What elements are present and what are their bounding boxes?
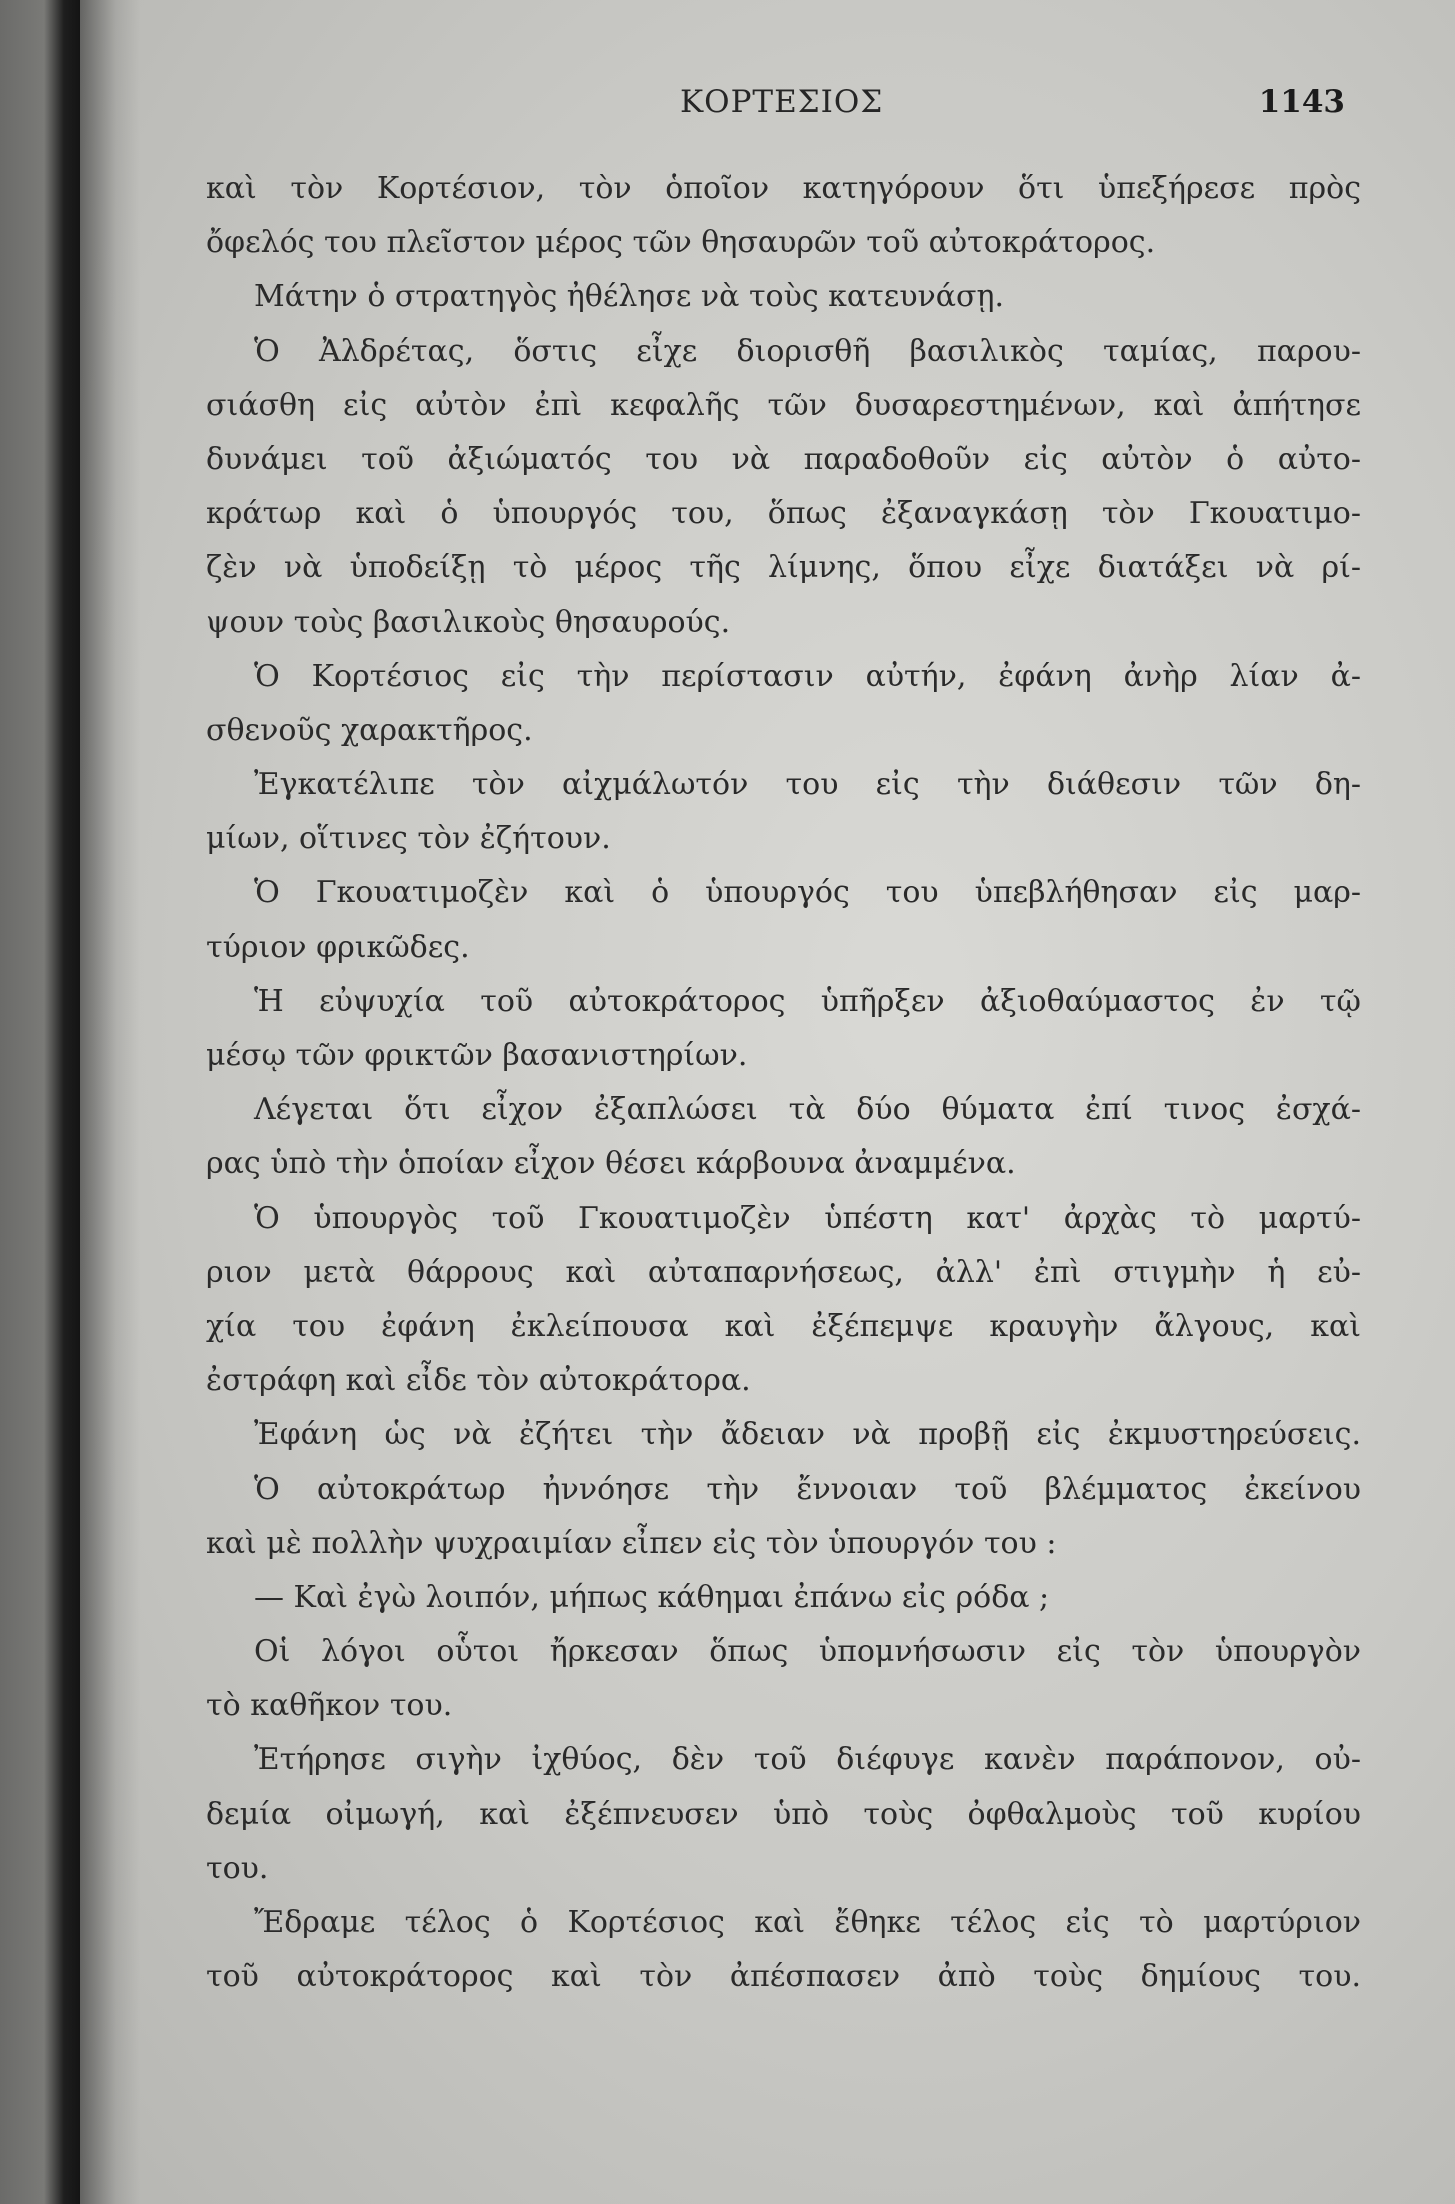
running-title: ΚΟΡΤΕΣΙΟΣ bbox=[680, 84, 884, 120]
text-line: σθενοῦς χαρακτῆρος. bbox=[206, 712, 533, 748]
text-line: Ἐφάνη ὡς νὰ ἐζήτει τὴν ἄδειαν νὰ προβῇ εἰς ἐκμυστηρεύσεις. bbox=[254, 1417, 1361, 1453]
text-line: Ὁ Γκουατιμοζὲν καὶ ὁ ὑπουργός του ὑπεβλήθησαν εἰς μαρ- bbox=[254, 875, 1361, 911]
text-line: Μάτην ὁ στρατηγὸς ἠθέλησε νὰ τοὺς κατευνάσῃ. bbox=[254, 279, 1005, 315]
text-line: Λέγεται ὅτι εἶχον ἐξαπλώσει τὰ δύο θύματα ἐπί τινος ἐσχά- bbox=[254, 1092, 1361, 1128]
text-line: ζὲν νὰ ὑποδείξῃ τὸ μέρος τῆς λίμνης, ὅπου εἶχε διατάξει νὰ ρί- bbox=[206, 550, 1361, 586]
text-line: ψουν τοὺς βασιλικοὺς θησαυρούς. bbox=[206, 604, 731, 640]
text-line: τὸ καθῆκον του. bbox=[206, 1688, 453, 1724]
book-page bbox=[80, 0, 1455, 2204]
text-line: Οἱ λόγοι οὗτοι ἤρκεσαν ὅπως ὑπομνήσωσιν εἰς τὸν ὑπουργὸν bbox=[254, 1634, 1361, 1670]
text-line: Ἐγκατέλιπε τὸν αἰχμάλωτόν του εἰς τὴν διάθεσιν τῶν δη- bbox=[254, 767, 1361, 803]
text-line: τύριον φρικῶδες. bbox=[206, 929, 470, 965]
gutter-shadow bbox=[80, 0, 140, 2204]
text-line: σιάσθη εἰς αὐτὸν ἐπὶ κεφαλῆς τῶν δυσαρεστημένων, καὶ ἀπήτησε bbox=[206, 387, 1361, 423]
text-line: ὄφελός του πλεῖστον μέρος τῶν θησαυρῶν τοῦ αὐτοκράτορος. bbox=[206, 225, 1156, 261]
book-gutter bbox=[0, 0, 80, 2204]
text-line: Ὁ Ἀλδρέτας, ὅστις εἶχε διορισθῆ βασιλικὸς ταμίας, παρου- bbox=[254, 333, 1361, 369]
body-text bbox=[206, 162, 1361, 2004]
text-line: τοῦ αὐτοκράτορος καὶ τὸν ἀπέσπασεν ἀπὸ τοὺς δημίους του. bbox=[206, 1959, 1361, 1995]
text-line: δυνάμει τοῦ ἀξιώματός του νὰ παραδοθοῦν εἰς αὐτὸν ὁ αὐτο- bbox=[206, 441, 1361, 477]
text-line: κράτωρ καὶ ὁ ὑπουργός του, ὅπως ἐξαναγκάσῃ τὸν Γκουατιμο- bbox=[206, 496, 1361, 532]
text-line: δεμία οἰμωγή, καὶ ἐξέπνευσεν ὑπὸ τοὺς ὀφθαλμοὺς τοῦ κυρίου bbox=[206, 1796, 1361, 1832]
text-line: ρας ὑπὸ τὴν ὁποίαν εἶχον θέσει κάρβουνα ἀναμμένα. bbox=[206, 1146, 1016, 1182]
text-line: Ἔδραμε τέλος ὁ Κορτέσιος καὶ ἔθηκε τέλος εἰς τὸ μαρτύριον bbox=[254, 1905, 1361, 1940]
text-line: καὶ τὸν Κορτέσιον, τὸν ὁποῖον κατηγόρουν ὅτι ὑπεξήρεσε πρὸς bbox=[206, 171, 1361, 206]
text-line: χία του ἐφάνη ἐκλείπουσα καὶ ἐξέπεμψε κραυγὴν ἄλγους, καὶ bbox=[206, 1308, 1361, 1344]
text-line: Ἐτήρησε σιγὴν ἰχθύος, δὲν τοῦ διέφυγε κανὲν παράπονον, οὐ- bbox=[254, 1742, 1361, 1778]
text-line: Ὁ ὑπουργὸς τοῦ Γκουατιμοζὲν ὑπέστη κατ' ἀρχὰς τὸ μαρτύ- bbox=[254, 1200, 1361, 1236]
text-line: μέσῳ τῶν φρικτῶν βασανιστηρίων. bbox=[206, 1038, 748, 1073]
text-line: Ὁ αὐτοκράτωρ ἠννόησε τὴν ἔννοιαν τοῦ βλέμματος ἐκείνου bbox=[254, 1471, 1361, 1507]
text-line: — Καὶ ἐγὼ λοιπόν, μήπως κάθημαι ἐπάνω εἰς ρόδα ; bbox=[254, 1579, 1050, 1615]
text-line: Ἡ εὐψυχία τοῦ αὐτοκράτορος ὑπῆρξεν ἀξιοθαύμαστος ἐν τῷ bbox=[254, 983, 1361, 1019]
text-line: μίων, οἵτινες τὸν ἐζήτουν. bbox=[206, 821, 611, 857]
text-line: ριον μετὰ θάρρους καὶ αὐταπαρνήσεως, ἀλλ' ἐπὶ στιγμὴν ἡ εὐ- bbox=[206, 1254, 1361, 1290]
text-line: ἐστράφη καὶ εἶδε τὸν αὐτοκράτορα. bbox=[206, 1363, 751, 1399]
text-line: Ὁ Κορτέσιος εἰς τὴν περίστασιν αὐτήν, ἐφάνη ἀνὴρ λίαν ἀ- bbox=[254, 658, 1361, 694]
page-number: 1143 bbox=[1258, 84, 1345, 120]
text-line: του. bbox=[206, 1850, 269, 1886]
page-header bbox=[80, 84, 1455, 128]
text-line: καὶ μὲ πολλὴν ψυχραιμίαν εἶπεν εἰς τὸν ὑπουργόν του : bbox=[206, 1525, 1057, 1561]
